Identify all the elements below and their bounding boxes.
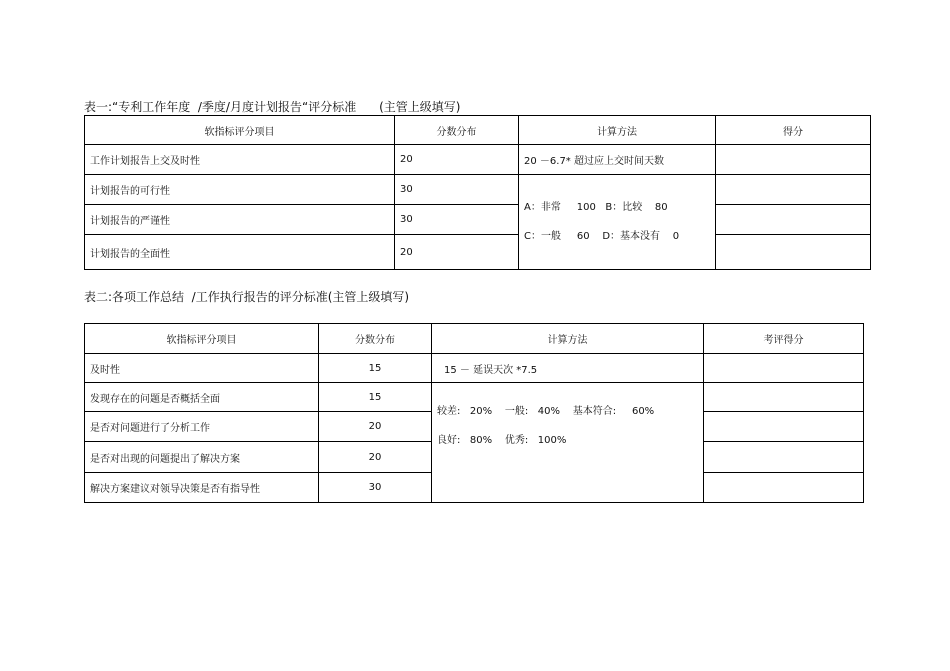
table1-caption: 表一:“专利工作年度 /季度/月度计划报告“评分标准 (主管上级填写) (84, 100, 461, 114)
table1-header-score: 分数分布 (395, 116, 519, 145)
table1-row4-result[interactable] (716, 235, 871, 270)
table1-row1-result[interactable] (716, 145, 871, 175)
table1-merged-method (519, 175, 716, 270)
table2 (84, 323, 864, 503)
table2-row3-item: 是否对问题进行了分析工作 (85, 412, 319, 442)
table1-row1-item: 工作计划报告上交及时性 (85, 145, 395, 175)
table2-row1-method: 15 － 延误天次 *7.5 (432, 354, 704, 383)
table1-row1-method: 20 －6.7* 超过应上交时间天数 (519, 145, 716, 175)
table2-row5-score: 30 (319, 473, 432, 503)
table1-method-line1: A：非常 100 B：比较 80 (524, 202, 668, 213)
table-row (85, 205, 871, 235)
table-row (85, 383, 864, 412)
table1-header-item: 软指标评分项目 (85, 116, 395, 145)
table2-row1-result[interactable] (704, 354, 864, 383)
table2-merged-method (432, 383, 704, 503)
table2-row3-result[interactable] (704, 412, 864, 442)
table1-row1-score: 20 (395, 145, 519, 175)
table2-row3-score: 20 (319, 412, 432, 442)
table2-header-score: 分数分布 (319, 324, 432, 354)
table2-caption: 表二:各项工作总结 /工作执行报告的评分标准(主管上级填写) (84, 290, 410, 304)
table2-row1-score: 15 (319, 354, 432, 383)
table1-row2-result[interactable] (716, 175, 871, 205)
table2-row1-item: 及时性 (85, 354, 319, 383)
table1-header-method: 计算方法 (519, 116, 716, 145)
table1 (84, 115, 871, 270)
table2-row4-result[interactable] (704, 442, 864, 473)
table-row (85, 354, 864, 383)
table2-row2-result[interactable] (704, 383, 864, 412)
table2-row4-score: 20 (319, 442, 432, 473)
table1-row2-item: 计划报告的可行性 (85, 175, 395, 205)
table2-row2-item: 发现存在的问题是否概括全面 (85, 383, 319, 412)
table1-row4-item: 计划报告的全面性 (85, 235, 395, 270)
table-row (85, 145, 871, 175)
table2-row5-result[interactable] (704, 473, 864, 503)
table-row (85, 235, 871, 270)
table1-header-result: 得分 (716, 116, 871, 145)
table2-header-result: 考评得分 (704, 324, 864, 354)
table1-row4-score: 20 (395, 235, 519, 270)
table-row (85, 175, 871, 205)
table1-row2-score: 30 (395, 175, 519, 205)
table1-row3-item: 计划报告的严谨性 (85, 205, 395, 235)
table2-row4-item: 是否对出现的问题提出了解决方案 (85, 442, 319, 473)
table2-method-line1: 较差: 20% 一般: 40% 基本符合: 60% (437, 406, 655, 417)
table2-method-line2: 良好: 80% 优秀: 100% (437, 435, 567, 446)
table2-header-item: 软指标评分项目 (85, 324, 319, 354)
table1-row3-result[interactable] (716, 205, 871, 235)
table2-header-method: 计算方法 (432, 324, 704, 354)
table2-row5-item: 解决方案建议对领导决策是否有指导性 (85, 473, 319, 503)
table1-row3-score: 30 (395, 205, 519, 235)
table1-method-line2: C：一般 60 D：基本没有 0 (524, 231, 680, 242)
table2-row2-score: 15 (319, 383, 432, 412)
